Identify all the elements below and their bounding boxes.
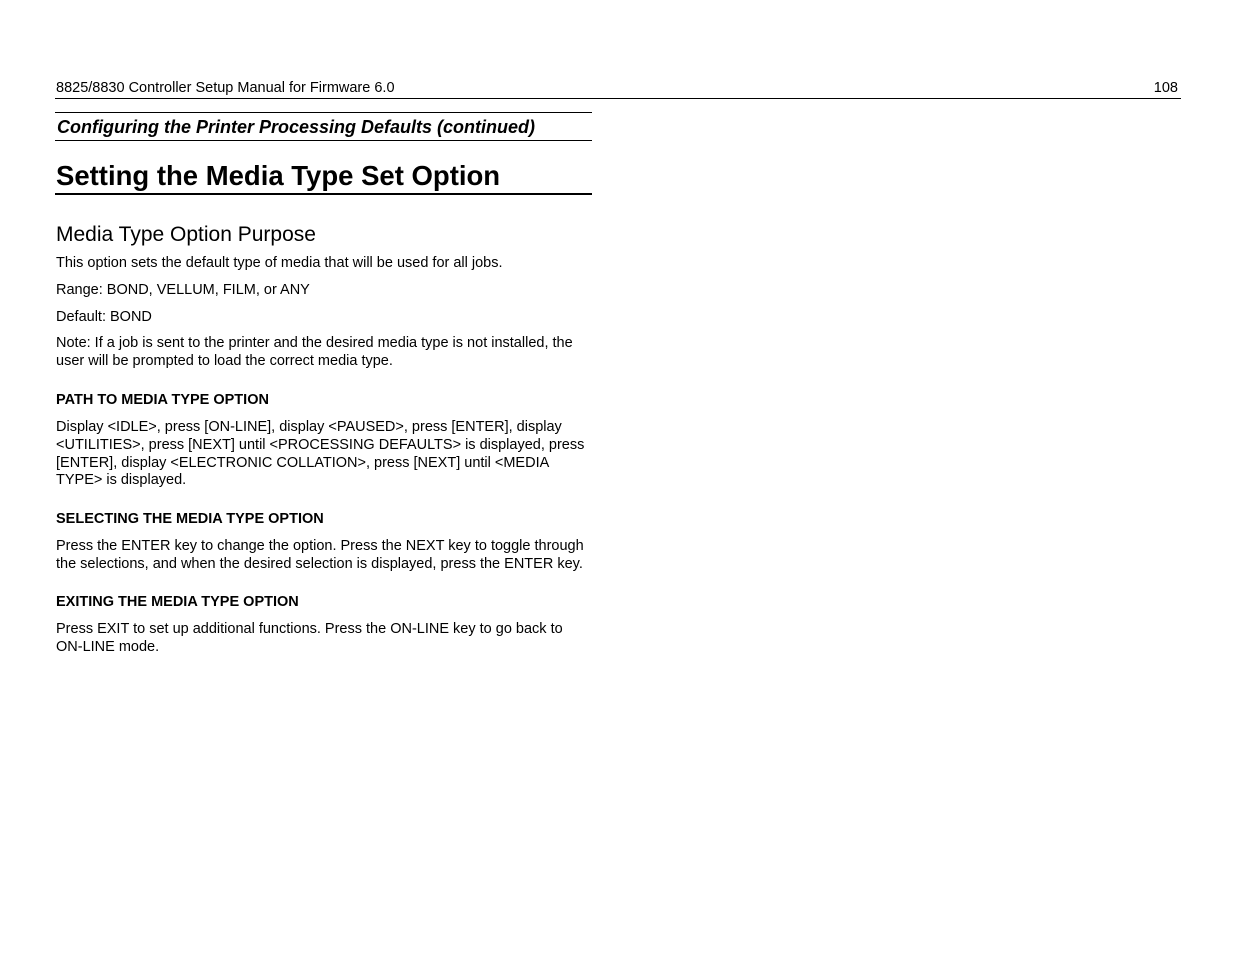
path-body: Display <IDLE>, press [ON-LINE], display <PAUSED>, press [ENTER], display <UTILITIES>, press [NEXT] until <PROCESSING DEFAULTS> is displayed, press [ENTER], display <ELECTRONIC COLLATION>, press [NEXT] until <MEDIA TYPE> is displayed. [56, 418, 585, 489]
section-label: Configuring the Printer Processing Defaults (continued) [55, 112, 592, 141]
content-column [55, 112, 592, 656]
running-header [55, 79, 1181, 99]
page-title: Setting the Media Type Set Option [55, 159, 592, 195]
exiting-body: Press EXIT to set up additional functions. Press the ON-LINE key to go back to ON-LINE mode. [56, 620, 563, 655]
purpose-description: This option sets the default type of media that will be used for all jobs. [56, 255, 503, 271]
selecting-body: Press the ENTER key to change the option. Press the NEXT key to toggle through the selections, and when the desired selection is displayed, press the ENTER key. [56, 538, 584, 572]
document-title: 8825/8830 Controller Setup Manual for Firmware 6.0 [56, 80, 395, 96]
note-text: Note: If a job is sent to the printer and the desired media type is not installed, the user will be prompted to load the correct media type. [56, 335, 573, 370]
path-heading: PATH TO MEDIA TYPE OPTION [56, 391, 269, 408]
default-text: Default: BOND [56, 308, 152, 325]
purpose-heading: Media Type Option Purpose [56, 223, 316, 246]
page-number: 108 [1153, 80, 1178, 96]
selecting-heading: SELECTING THE MEDIA TYPE OPTION [56, 511, 324, 528]
range-text: Range: BOND, VELLUM, FILM, or ANY [56, 281, 310, 298]
exiting-heading: EXITING THE MEDIA TYPE OPTION [56, 593, 299, 610]
